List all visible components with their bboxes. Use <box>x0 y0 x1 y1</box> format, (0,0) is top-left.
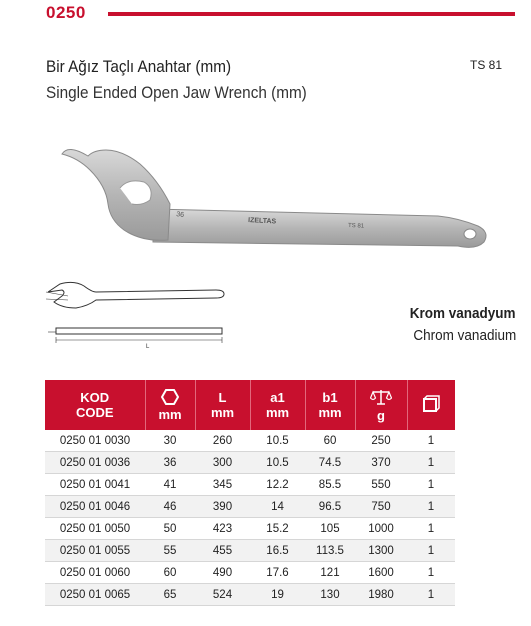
header-weight <box>355 380 407 430</box>
cell-length: 524 <box>195 584 250 606</box>
cell-package: 1 <box>407 452 455 474</box>
cell-b1: 113.5 <box>305 540 355 562</box>
header-rule <box>108 12 515 16</box>
table-row <box>45 540 455 562</box>
wrench-brand-marking: IZELTAS <box>247 217 277 226</box>
cell-size: 50 <box>145 518 195 540</box>
cell-a1: 16.5 <box>250 540 305 562</box>
technical-drawing <box>40 266 240 356</box>
material-turkish: Krom vanadyum <box>410 305 516 322</box>
header-code-line1: KOD <box>80 390 110 405</box>
cell-a1: 14 <box>250 496 305 518</box>
spec-table <box>45 380 455 606</box>
cell-weight: 1600 <box>355 562 407 584</box>
cell-weight: 1300 <box>355 540 407 562</box>
cell-length: 390 <box>195 496 250 518</box>
table-row <box>45 496 455 518</box>
header-length-line1: L <box>218 390 227 405</box>
cell-b1: 85.5 <box>305 474 355 496</box>
scale-icon <box>370 388 392 406</box>
header-package <box>407 380 455 430</box>
header-b1-line1: b1 <box>322 390 338 405</box>
cell-length: 345 <box>195 474 250 496</box>
cell-code: 0250 01 0041 <box>45 474 145 496</box>
title-english: Single Ended Open Jaw Wrench (mm) <box>46 83 307 102</box>
product-code: 0250 <box>46 3 86 22</box>
header-b1-unit: mm <box>318 405 342 420</box>
table-row <box>45 474 455 496</box>
cell-a1: 15.2 <box>250 518 305 540</box>
cell-weight: 250 <box>355 430 407 452</box>
header-a1-line1: a1 <box>270 390 285 405</box>
table-row <box>45 584 455 606</box>
cell-length: 455 <box>195 540 250 562</box>
cell-code: 0250 01 0046 <box>45 496 145 518</box>
header-length-unit: mm <box>210 405 235 420</box>
cell-length: 260 <box>195 430 250 452</box>
cell-weight: 1980 <box>355 584 407 606</box>
cell-package: 1 <box>407 496 455 518</box>
material-english: Chrom vanadium <box>413 327 516 344</box>
cell-a1: 19 <box>250 584 305 606</box>
cell-code: 0250 01 0036 <box>45 452 145 474</box>
cell-length: 423 <box>195 518 250 540</box>
cell-package: 1 <box>407 584 455 606</box>
cell-weight: 1000 <box>355 518 407 540</box>
cell-size: 65 <box>145 584 195 606</box>
cell-b1: 96.5 <box>305 496 355 518</box>
cell-a1: 12.2 <box>250 474 305 496</box>
cell-size: 55 <box>145 540 195 562</box>
cell-package: 1 <box>407 540 455 562</box>
wrench-photo <box>58 134 498 254</box>
title-turkish: Bir Ağız Taçlı Anahtar (mm) <box>46 57 232 76</box>
cell-size: 30 <box>145 430 195 452</box>
cell-b1: 130 <box>305 584 355 606</box>
cell-package: 1 <box>407 518 455 540</box>
cell-a1: 10.5 <box>250 430 305 452</box>
cell-b1: 74.5 <box>305 452 355 474</box>
cell-length: 300 <box>195 452 250 474</box>
cell-size: 46 <box>145 496 195 518</box>
cell-code: 0250 01 0065 <box>45 584 145 606</box>
table-header-row <box>45 380 455 430</box>
cell-code: 0250 01 0030 <box>45 430 145 452</box>
header-size <box>145 380 195 430</box>
hexagon-icon <box>161 389 179 405</box>
cell-code: 0250 01 0060 <box>45 562 145 584</box>
header-weight-unit: g <box>377 407 385 423</box>
table-row <box>45 562 455 584</box>
table-row <box>45 452 455 474</box>
cell-package: 1 <box>407 474 455 496</box>
header-a1-unit: mm <box>265 405 290 420</box>
cell-weight: 550 <box>355 474 407 496</box>
cell-a1: 17.6 <box>250 562 305 584</box>
package-icon <box>421 394 441 414</box>
cell-size: 36 <box>145 452 195 474</box>
header-code-line2: CODE <box>75 405 114 420</box>
cell-code: 0250 01 0055 <box>45 540 145 562</box>
cell-weight: 750 <box>355 496 407 518</box>
header-size-unit: mm <box>158 406 182 422</box>
cell-b1: 60 <box>305 430 355 452</box>
drawing-length-label: L <box>146 344 150 350</box>
header-b1 <box>305 380 355 430</box>
cell-b1: 121 <box>305 562 355 584</box>
cell-size: 60 <box>145 562 195 584</box>
wrench-standard-marking: TS 81 <box>347 223 365 230</box>
header-length <box>195 380 250 430</box>
cell-code: 0250 01 0050 <box>45 518 145 540</box>
cell-package: 1 <box>407 430 455 452</box>
cell-size: 41 <box>145 474 195 496</box>
standard-label: TS 81 <box>470 58 503 72</box>
header-a1 <box>250 380 305 430</box>
cell-a1: 10.5 <box>250 452 305 474</box>
cell-weight: 370 <box>355 452 407 474</box>
cell-length: 490 <box>195 562 250 584</box>
cell-package: 1 <box>407 562 455 584</box>
table-row <box>45 430 455 452</box>
cell-b1: 105 <box>305 518 355 540</box>
wrench-size-marking: 36 <box>175 211 185 220</box>
table-row <box>45 518 455 540</box>
header-code <box>45 380 145 430</box>
